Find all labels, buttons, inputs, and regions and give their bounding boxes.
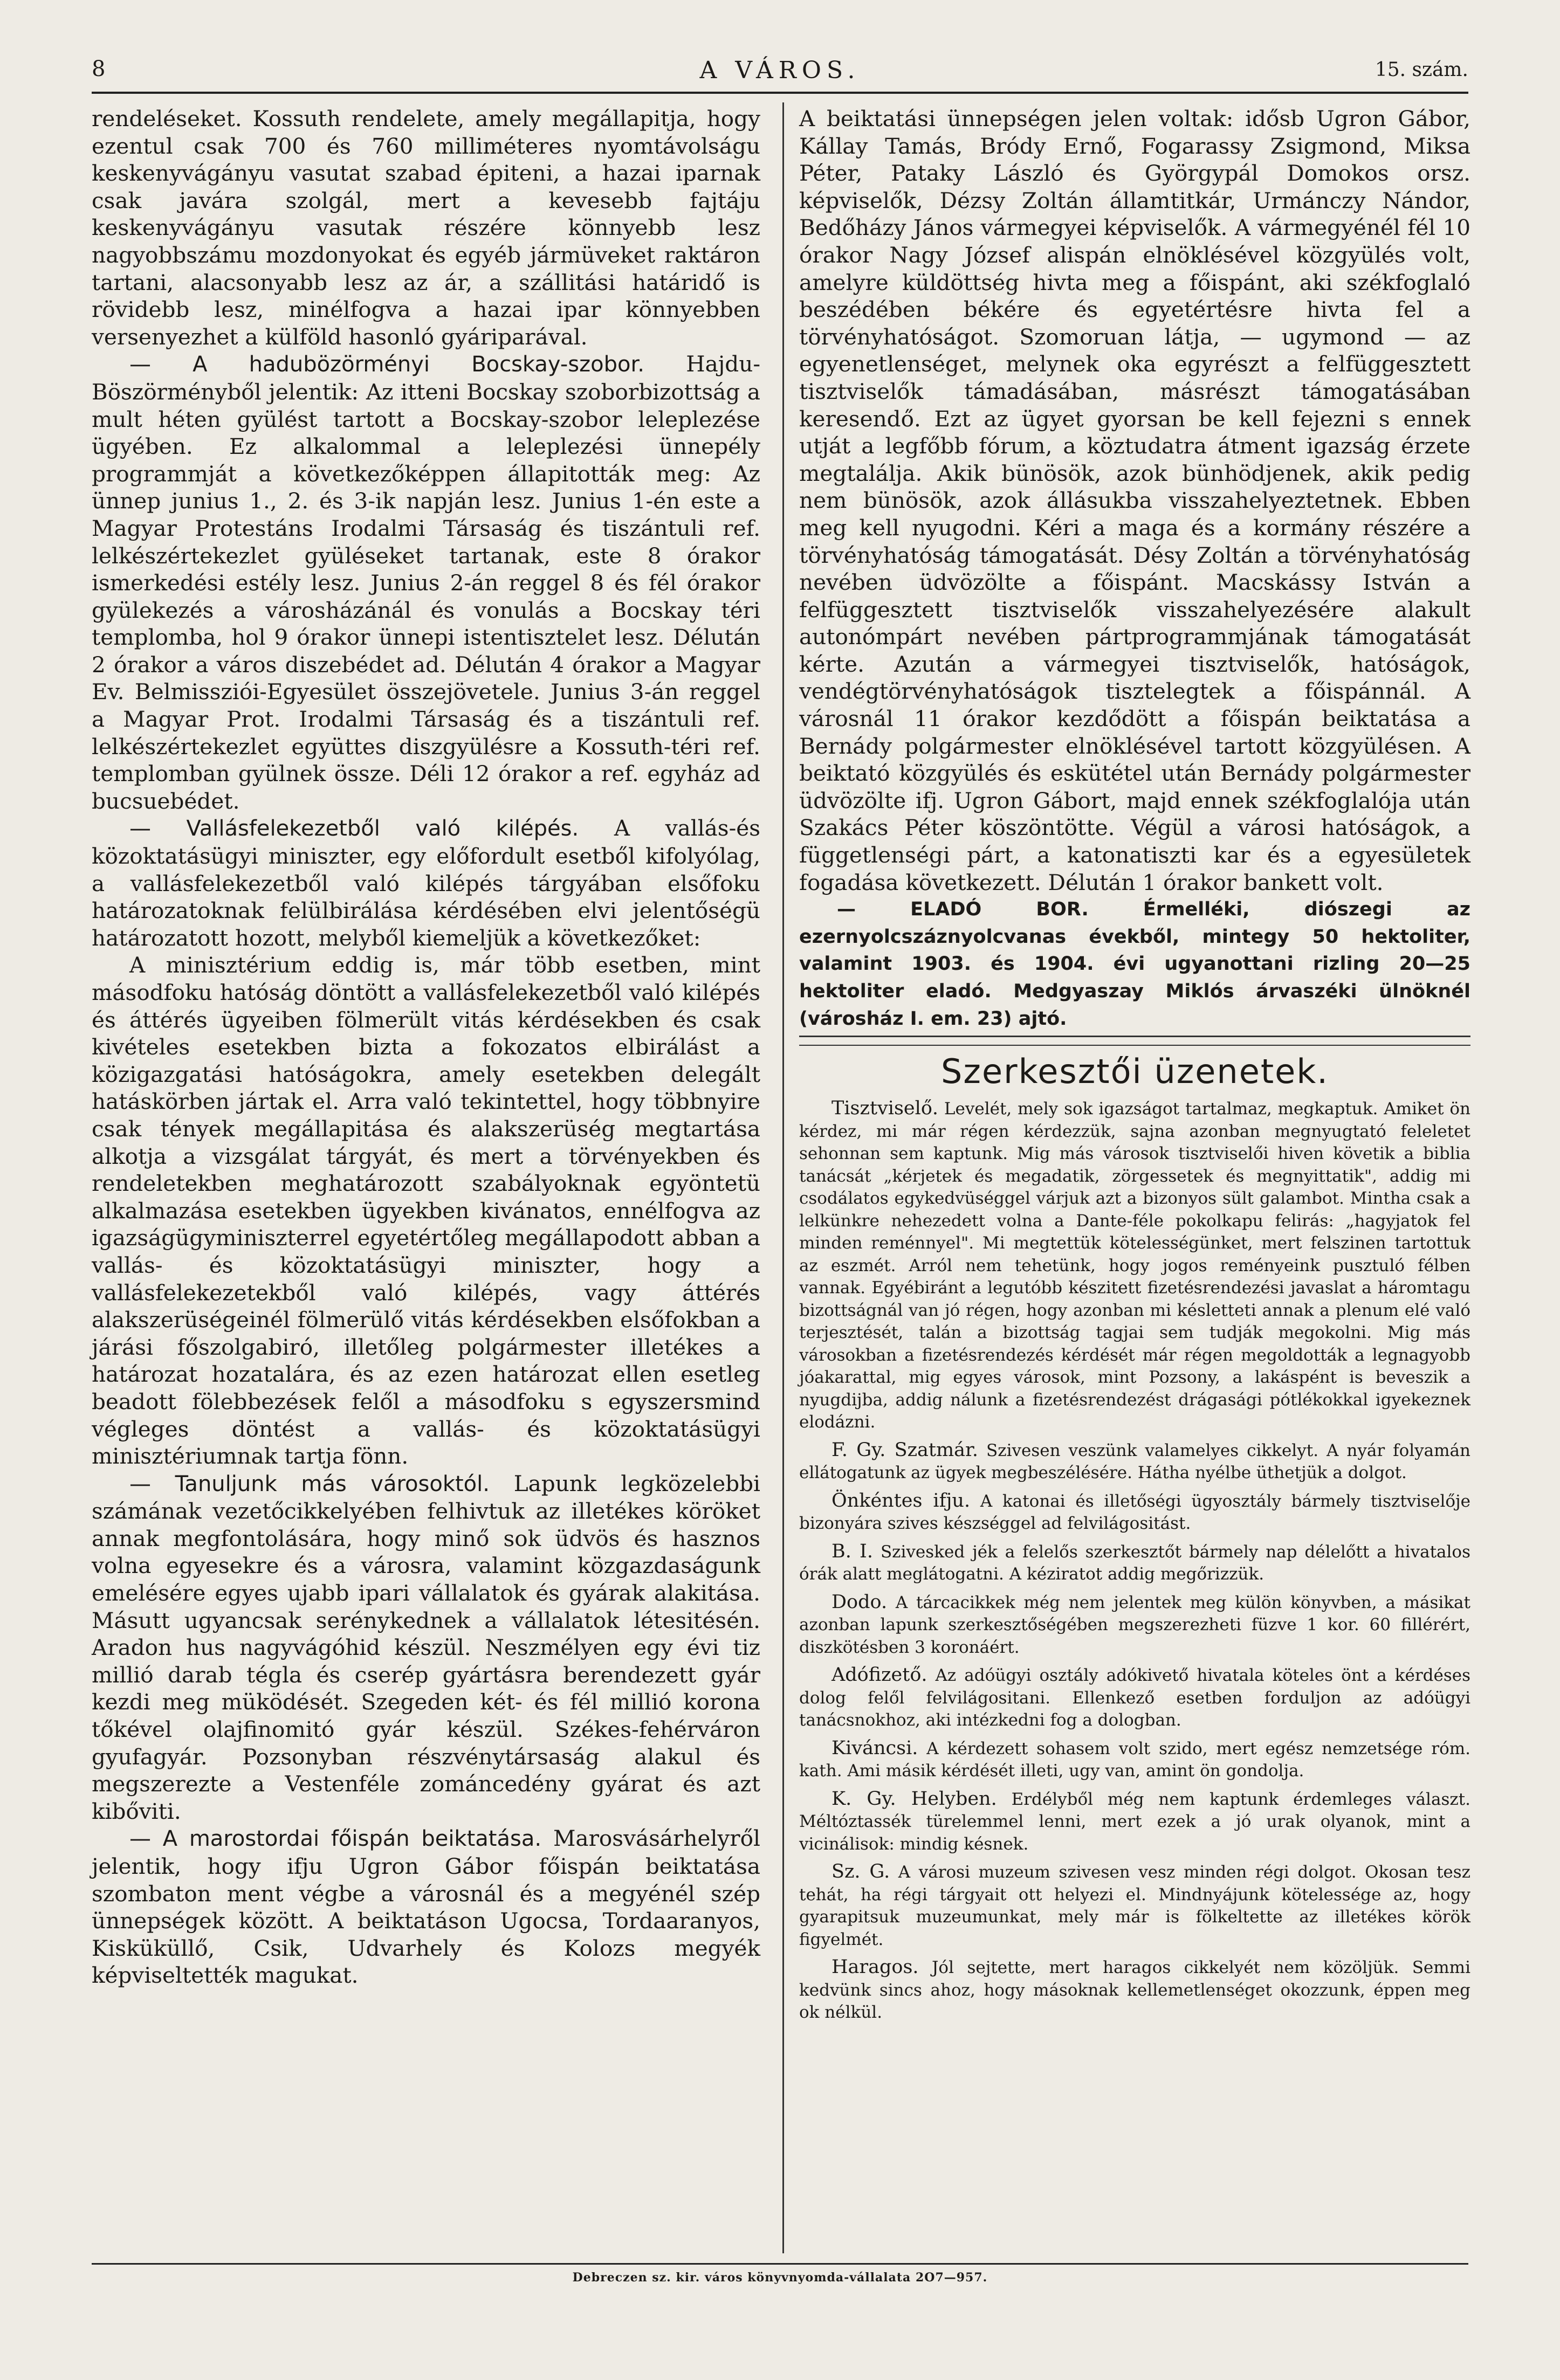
message-text: Jól sejtette, mert haragos cikkelyét nem közöljük. Semmi kedvünk sincs ahoz, hogy másoknak kellemetlenséget okozzunk, éppen meg ok nélkül.	[799, 1958, 1470, 2023]
message-recipient: Tisztviselő.	[831, 1098, 939, 1120]
article-heading: — Vallásfelekezetből való kilépés.	[129, 816, 579, 841]
message-recipient: B. I.	[831, 1540, 873, 1562]
article-text: Lapunk legközelebbi számának vezetőcikkelyében felhivtuk az illetékes köröket annak megfontolására, hogy minő sok üdvös és hasznos volna egyesekre és a városra, valamint közgazdaságunk emelésére egyes ujabb ipari vállalatok és gyárak alakitása. Másutt ugyancsak serénykednek a vállalatok létesitésén. Aradon hus nagyvágóhid készül. Neszmélyen egy évi tiz millió darab tégla és cserép gyártásra berendezett gyár kezdi meg müködését. Szegeden két- és fél millió korona tőkével olajfinomitó gyár készül. Székes-fehérváron gyufagyár. Pozsonyban részvénytársaság alakul és megszerezte a Vestenféle zománcedény gyárat és azt kibőviti.	[92, 1470, 760, 1824]
printer-imprint: Debreczen sz. kir. város könyvnyomda-vállalata 2O7—957.	[572, 2271, 988, 2285]
section-rule	[799, 1045, 1470, 1046]
classified-ad: — ELADÓ BOR. Érmelléki, diószegi az ezernyolcszáznyolcvanas évekből, mintegy 50 hektoliter, valamint 1903. és 1904. évi ugyanottani rizling 20—25 hektoliter eladó. Medgyaszay Miklós árvaszéki ülnöknél (városház I. em. 23) ajtó.	[799, 899, 1470, 1030]
message-text: Az adóügyi osztály adókivető hivatala köteles önt a kérdéses dolog felől felvilágositani. Ellenkező esetben forduljon az adóügyi tanácsnokhoz, aki intézkedni fog a dologban.	[799, 1666, 1470, 1730]
message-text: Erdélyből még nem kaptunk érdemleges választ. Méltóztassék türelemmel lenni, mert ezek a jó urak olyanok, mint a vicinálisok: mindig késnek.	[799, 1789, 1470, 1854]
editor-messages	[799, 1098, 1470, 2024]
article-heading: — Tanuljunk más városoktól.	[129, 1471, 490, 1496]
message-recipient: Dodo.	[831, 1591, 888, 1613]
message-text: A katonai és illetőségi ügyosztály bármely tisztviselője bizonyára szives készséggel ad felvilágositást.	[799, 1491, 1471, 1534]
article-paragraph: A minisztérium eddig is, már több esetben, mint másodfoku hatóság döntött a vallásfelekezetből való kilépés és áttérés ügyeiben fölmerült vitás kérdésekben és csak kivételes esetekben bizta a fokozatos elbirálást a közigazgatási hatóságokra, amely esetekben delegált hatáskörben jártak el. Arra való tekintettel, hogy többnyire csak tények megállapitása és alakszerüség megtartása alkotja a vizsgálat tárgyát, és mert a törvényekben és rendeletekben meghatározott szabályoknak egyöntetü alkalmazása esetekben ügyekben kivánatos, ennélfogva az igazságügyminiszterrel egyetértőleg megállapodott abban a vallás- és közoktatásügyi miniszter, hogy a vallásfelekezetekből való kilépés, vagy áttérés alakszerüségeinél fölmerülő vitás kérdésekben elsőfokban a járási főszolgabiró, illetőleg polgármester illetékes a határozat hozatalára, és az ezen határozat ellen esetleg beadott fölebbezések felől a másodfoku s egyszersmind végleges döntést a vallás- és közoktatásügyi minisztériumnak tartja fönn.	[92, 952, 760, 1470]
article-paragraph	[92, 350, 760, 815]
page-number: 8	[92, 57, 106, 81]
article-paragraph	[92, 815, 760, 951]
message-text: A városi muzeum szivesen vesz minden régi dolgot. Okosan tesz tehát, ha régi tárgyait ott helyezi el. Mindnyájunk kötelessége az, hogy gyarapitsuk muzeumunkat, mely már is fölkeltette az illetékes körök figyelmét.	[799, 1862, 1470, 1949]
article-paragraph	[92, 1825, 760, 1989]
page-header	[92, 51, 1468, 94]
message	[799, 1098, 1470, 1434]
article-text: A vallás-és közoktatásügyi miniszter, egy előfordult esetből kifolyólag, a vallásfelekezetből való kilépés tárgyában elsőfoku határozatoknak felülbirálása kérdésében elvi jelentőségü határozatott hozott, melyből kiemeljük a következőket:	[92, 815, 761, 951]
message	[799, 1439, 1470, 1485]
footer-rule	[92, 2263, 1468, 2265]
message	[799, 1490, 1470, 1535]
issue-number: 15. szám.	[1375, 59, 1468, 81]
article-text: Hajdu-Böszörményből jelentik: Az itteni Bocskay szoborbizottság a mult héten gyülést tartott a Bocskay-szobor leleplezése ügyében. Ez alkalommal a leleplezési ünnepély programmját a következőképpen állapitották meg: Az ünnep junius 1., 2. és 3-ik napján lesz. Junius 1-én este a Magyar Protestáns Irodalmi Társaság és tiszántuli ref. lelkészértekezlet gyüléseket tartanak, este 8 órakor ismerkedési estély lesz. Junius 2-án reggel 8 és fél órakor gyülekezés a városházánál és vonulás a Bocskay téri templomba, hol 9 órakor ünnepi istentisztelet lesz. Délután 2 órakor a város diszebédet ad. Délután 4 órakor a Magyar Ev. Belmissziói-Egyesület összejövetele. Junius 3-án reggel a Magyar Prot. Irodalmi Társaság és a tiszántuli ref. lelkészértekezlet együttes diszgyülésre a Kossuth-téri ref. templomban gyülnek össze. Déli 12 órakor a ref. egyház ad bucsuebédet.	[92, 351, 760, 814]
message-text: Levelét, mely sok igazságot tartalmaz, megkaptuk. Amiket ön kérdez, mi már régen kérdezzük, sajna azonban megnyugtató feleletet sehonnan sem kaptunk. Mig más városok tisztviselői hiven követik a biblia tanácsát „kérjetek és megadatik, zörgessetek és megnyittatik", addig mi csodálatos egykedvüséggel várjuk azt a bizonyos sült galambot. Mintha csak a lelkünkre nehezedett volna a Dante-féle pokolkapu felirás: „hagyjatok fel minden reménnyel". Mi megtettük kötelességünket, mert felszinen tartottuk az eszmét. Arról nem tehetünk, hogy jogos reményeink pusztuló félben vannak. Egyébiránt a legutóbb készitett fizetésrendezési javaslat a háromtagu bizottságnál van jó régen, hogy azonban mi késletteti annak a plenum elé való terjesztését, talán a bizottság tagjai sem tudják megokolni. Mig más városokban a fizetésrendezés kérdését már régen megoldották a legnagyobb jóakarattal, mig egyes városok, mint Pozsony, a lakáspént is beveszik a nyugdijba, addig nálunk a fizetésrendezést drágasági pótlékokkal igyekeznek elodázni.	[799, 1099, 1470, 1432]
article-paragraph	[92, 1470, 760, 1825]
column-divider	[782, 102, 784, 2253]
message-recipient: Önkéntes ifju.	[831, 1489, 971, 1512]
message	[799, 1664, 1470, 1732]
header-rule	[92, 92, 1468, 94]
article-paragraph: A beiktatási ünnepségen jelen voltak: idősb Ugron Gábor, Kállay Tamás, Bródy Ernő, Fogarassy Zsigmond, Miksa Péter, Pataky László és Györgypál Domokos orsz. képviselők, Dézsy Zoltán államtitkár, Urmánczy Nándor, Bedőházy János vármegyei képviselők. A vármegyénél fél 10 órakor Nagy József alispán elnöklésével közgyülés volt, amelyre küldöttség hivta meg a főispánt, aki székfoglaló beszédében békére és egyetértésre hivta fel a törvényhatóságot. Szomoruan látja, — ugymond — az egyenetlenséget, melynek oka egyrészt a felfüggesztett tisztviselők támadásában, másrészt támogatásában keresendő. Ezt az ügyet gyorsan be kell fejezni s ennek utját a legfőbb fórum, a köztudatra átment igazság érzete megtalálja. Akik bünösök, azok bünhödjenek, akik pedig nem bünösök, azok állásukba visszahelyeztetnek. Ebben meg kell nyugodni. Kéri a maga és a kormány részére a törvényhatóság támogatását. Désy Zoltán a törvényhatóság nevében üdvözölte a főispánt. Macskássy István a felfüggesztett tisztviselők visszahelyezésére alakult autonómpárt nevében pártprogrammjának támogatását kérte. Azután a vármegyei tisztviselők, hatóságok, vendégtörvényhatóságok tisztelegtek a főispánnál. A városnál 11 órakor kezdődött a főispán beiktatása a Bernády polgármester elnöklésével tartott közgyülésen. A beiktató közgyülés és eskütétel után Bernády polgármester üdvözölte ifj. Ugron Gábort, majd ennek székfoglalója után Szakács Péter köszöntötte. Végül a városi hatóságok, a függetlenségi párt, a katonatiszti kar és a egyesületek fogadása következett. Délután 1 órakor bankett volt.	[799, 106, 1470, 895]
message-recipient: Kiváncsi.	[831, 1737, 918, 1759]
article-text: Marosvásárhelyről jelentik, hogy ifju Ugron Gábor főispán beiktatása szombaton ment végbe a városnál és a megyénél szép ünnepségek között. A beiktatáson Ugocsa, Tordaaranyos, Kisküküllő, Csik, Udvarhely és Kolozs megyék képviseltették magukat.	[92, 1825, 760, 1989]
message-recipient: K. Gy. Helyben.	[831, 1788, 997, 1810]
article-heading: — A marostordai főispán beiktatása.	[129, 1826, 542, 1852]
message	[799, 1591, 1470, 1659]
message	[799, 1737, 1470, 1783]
message	[799, 1541, 1470, 1586]
section-rule	[799, 1036, 1470, 1037]
right-column	[799, 105, 1470, 2030]
message-recipient: F. Gy. Szatmár.	[831, 1439, 979, 1461]
message-text: Szivesen veszünk valamelyes cikkelyt. A nyár folyamán ellátogatunk az ügyek megbeszélésére. Hátha nyélbe üthetjük a dolgot.	[799, 1440, 1470, 1483]
article-heading: — A hadubözörményi Bocskay-szobor.	[129, 352, 644, 377]
message-text: A tárcacikkek még nem jelentek meg külön könyvben, a másikat azonban lapunk szerkesztőségében megszerezheti füzve 1 kor. 60 fillérért, diszkötésben 3 koronáért.	[799, 1592, 1470, 1657]
message	[799, 1788, 1470, 1856]
message	[799, 1861, 1470, 1951]
section-title: Szerkesztői üzenetek.	[941, 1052, 1329, 1092]
message	[799, 1956, 1470, 2024]
message-text: Szivesked jék a felelős szerkesztőt bármely nap délelőtt a hivatalos órák alatt meglátogatni. A kéziratot addig megőrizzük.	[799, 1542, 1470, 1584]
article-paragraph: rendeléseket. Kossuth rendelete, amely megállapitja, hogy ezentul csak 700 és 760 milliméteres nyomtávolságu keskenyvágányu vasutat szabad épiteni, a hazai iparnak csak javára szolgál, mert a kevesebb fajtáju keskenyvágányu vasutak részére könnyebb lesz nagyobbszámu mozdonyokat és egyéb jármüveket raktáron tartani, alacsonyabb lesz az ár, a szállitási határidő is rövidebb lesz, minélfogva a hazai ipar könnyebben versenyezhet a külföld hasonló gyáriparával.	[92, 106, 760, 350]
message-recipient: Adófizető.	[831, 1664, 927, 1686]
left-column	[92, 105, 760, 1989]
message-text: A kérdezett sohasem volt szido, mert egész nemzetsége róm. kath. Ami másik kérdését illeti, ugy van, amint ön gondolja.	[799, 1739, 1470, 1781]
page-title: A VÁROS.	[699, 57, 861, 84]
message-recipient: Sz. G.	[831, 1861, 890, 1883]
message-recipient: Haragos.	[831, 1956, 919, 1978]
